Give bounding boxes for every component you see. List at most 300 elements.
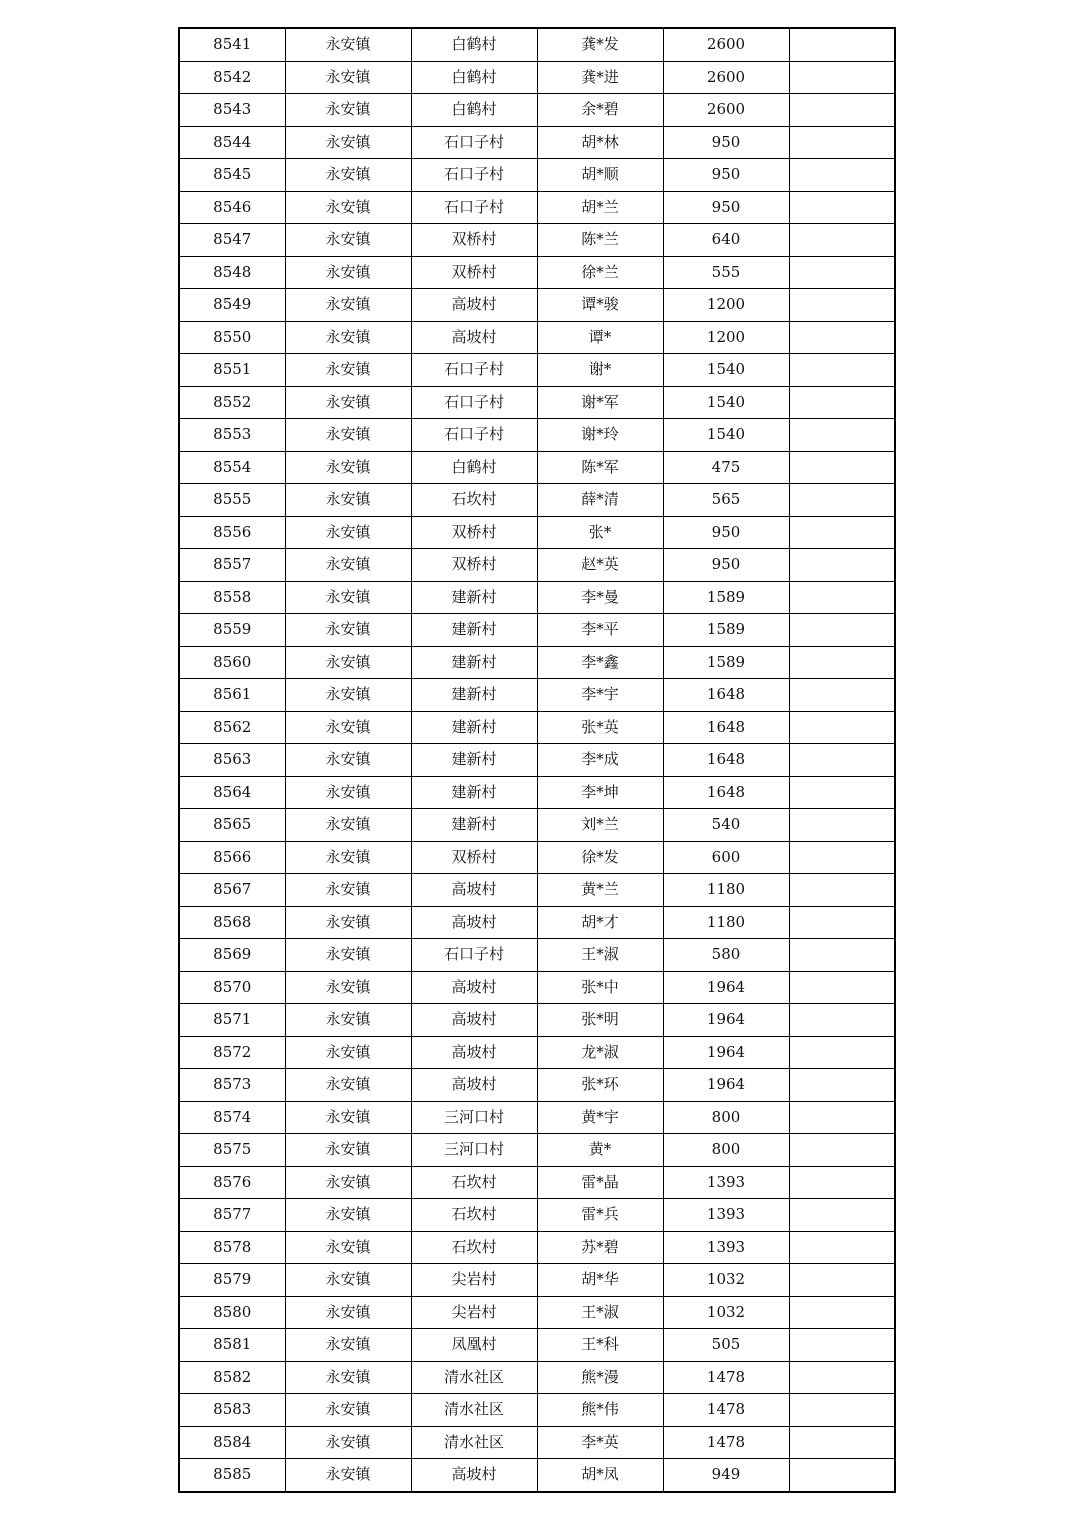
- town-cell: 永安镇: [285, 354, 411, 387]
- note-cell: [789, 289, 895, 322]
- row-number-cell: 8541: [179, 28, 285, 61]
- village-cell: 建新村: [411, 581, 537, 614]
- name-cell: 谢*: [537, 354, 663, 387]
- name-cell: 李*曼: [537, 581, 663, 614]
- note-cell: [789, 1166, 895, 1199]
- amount-cell: 580: [663, 939, 789, 972]
- village-cell: 清水社区: [411, 1426, 537, 1459]
- row-number-cell: 8547: [179, 224, 285, 257]
- village-cell: 高坡村: [411, 289, 537, 322]
- table-row: [179, 581, 895, 614]
- name-cell: 陈*兰: [537, 224, 663, 257]
- note-cell: [789, 1394, 895, 1427]
- town-cell: 永安镇: [285, 906, 411, 939]
- name-cell: 苏*碧: [537, 1231, 663, 1264]
- note-cell: [789, 1036, 895, 1069]
- amount-cell: 1393: [663, 1231, 789, 1264]
- town-cell: 永安镇: [285, 1101, 411, 1134]
- village-cell: 建新村: [411, 614, 537, 647]
- row-number-cell: 8549: [179, 289, 285, 322]
- note-cell: [789, 614, 895, 647]
- amount-cell: 475: [663, 451, 789, 484]
- town-cell: 永安镇: [285, 256, 411, 289]
- town-cell: 永安镇: [285, 679, 411, 712]
- village-cell: 双桥村: [411, 841, 537, 874]
- amount-cell: 1648: [663, 711, 789, 744]
- row-number-cell: 8582: [179, 1361, 285, 1394]
- amount-cell: 505: [663, 1329, 789, 1362]
- town-cell: 永安镇: [285, 61, 411, 94]
- name-cell: 谢*军: [537, 386, 663, 419]
- town-cell: 永安镇: [285, 614, 411, 647]
- name-cell: 李*成: [537, 744, 663, 777]
- town-cell: 永安镇: [285, 321, 411, 354]
- table-row: [179, 1134, 895, 1167]
- town-cell: 永安镇: [285, 1329, 411, 1362]
- amount-cell: 1478: [663, 1394, 789, 1427]
- row-number-cell: 8559: [179, 614, 285, 647]
- amount-cell: 2600: [663, 94, 789, 127]
- amount-cell: 1393: [663, 1166, 789, 1199]
- village-cell: 高坡村: [411, 874, 537, 907]
- village-cell: 石口子村: [411, 126, 537, 159]
- amount-cell: 1180: [663, 874, 789, 907]
- amount-cell: 1964: [663, 1036, 789, 1069]
- name-cell: 王*淑: [537, 1296, 663, 1329]
- village-cell: 高坡村: [411, 1004, 537, 1037]
- table-row: [179, 1069, 895, 1102]
- town-cell: 永安镇: [285, 289, 411, 322]
- town-cell: 永安镇: [285, 1134, 411, 1167]
- village-cell: 建新村: [411, 679, 537, 712]
- name-cell: 薛*清: [537, 484, 663, 517]
- table-row: [179, 1101, 895, 1134]
- village-cell: 尖岩村: [411, 1296, 537, 1329]
- name-cell: 胡*林: [537, 126, 663, 159]
- note-cell: [789, 61, 895, 94]
- name-cell: 李*鑫: [537, 646, 663, 679]
- name-cell: 张*明: [537, 1004, 663, 1037]
- note-cell: [789, 354, 895, 387]
- table-row: [179, 549, 895, 582]
- row-number-cell: 8579: [179, 1264, 285, 1297]
- amount-cell: 950: [663, 191, 789, 224]
- row-number-cell: 8571: [179, 1004, 285, 1037]
- amount-cell: 1648: [663, 744, 789, 777]
- name-cell: 熊*漫: [537, 1361, 663, 1394]
- row-number-cell: 8556: [179, 516, 285, 549]
- row-number-cell: 8585: [179, 1459, 285, 1492]
- town-cell: 永安镇: [285, 451, 411, 484]
- village-cell: 清水社区: [411, 1394, 537, 1427]
- table-row: [179, 646, 895, 679]
- row-number-cell: 8575: [179, 1134, 285, 1167]
- name-cell: 胡*顺: [537, 159, 663, 192]
- town-cell: 永安镇: [285, 1459, 411, 1492]
- table-row: [179, 1004, 895, 1037]
- note-cell: [789, 1459, 895, 1492]
- note-cell: [789, 191, 895, 224]
- name-cell: 徐*兰: [537, 256, 663, 289]
- table-row: [179, 484, 895, 517]
- note-cell: [789, 28, 895, 61]
- village-cell: 凤凰村: [411, 1329, 537, 1362]
- amount-cell: 1589: [663, 581, 789, 614]
- note-cell: [789, 224, 895, 257]
- town-cell: 永安镇: [285, 809, 411, 842]
- row-number-cell: 8542: [179, 61, 285, 94]
- table-row: [179, 289, 895, 322]
- amount-cell: 2600: [663, 61, 789, 94]
- table-row: [179, 744, 895, 777]
- town-cell: 永安镇: [285, 28, 411, 61]
- row-number-cell: 8550: [179, 321, 285, 354]
- table-row: [179, 191, 895, 224]
- name-cell: 谭*: [537, 321, 663, 354]
- row-number-cell: 8544: [179, 126, 285, 159]
- row-number-cell: 8558: [179, 581, 285, 614]
- village-cell: 高坡村: [411, 321, 537, 354]
- amount-cell: 1393: [663, 1199, 789, 1232]
- table-row: [179, 28, 895, 61]
- town-cell: 永安镇: [285, 1069, 411, 1102]
- town-cell: 永安镇: [285, 1296, 411, 1329]
- row-number-cell: 8557: [179, 549, 285, 582]
- table-row: [179, 711, 895, 744]
- amount-cell: 1200: [663, 321, 789, 354]
- town-cell: 永安镇: [285, 841, 411, 874]
- village-cell: 高坡村: [411, 1036, 537, 1069]
- village-cell: 石坎村: [411, 1231, 537, 1264]
- row-number-cell: 8581: [179, 1329, 285, 1362]
- row-number-cell: 8543: [179, 94, 285, 127]
- village-cell: 石口子村: [411, 419, 537, 452]
- note-cell: [789, 484, 895, 517]
- village-cell: 白鹤村: [411, 28, 537, 61]
- name-cell: 刘*兰: [537, 809, 663, 842]
- village-cell: 高坡村: [411, 1069, 537, 1102]
- table-row: [179, 159, 895, 192]
- table-row: [179, 386, 895, 419]
- row-number-cell: 8577: [179, 1199, 285, 1232]
- name-cell: 张*环: [537, 1069, 663, 1102]
- name-cell: 张*英: [537, 711, 663, 744]
- amount-cell: 950: [663, 549, 789, 582]
- town-cell: 永安镇: [285, 971, 411, 1004]
- table-row: [179, 94, 895, 127]
- name-cell: 黄*: [537, 1134, 663, 1167]
- note-cell: [789, 126, 895, 159]
- town-cell: 永安镇: [285, 224, 411, 257]
- note-cell: [789, 971, 895, 1004]
- row-number-cell: 8548: [179, 256, 285, 289]
- town-cell: 永安镇: [285, 94, 411, 127]
- amount-cell: 1648: [663, 679, 789, 712]
- town-cell: 永安镇: [285, 191, 411, 224]
- name-cell: 李*平: [537, 614, 663, 647]
- amount-cell: 949: [663, 1459, 789, 1492]
- note-cell: [789, 94, 895, 127]
- row-number-cell: 8572: [179, 1036, 285, 1069]
- note-cell: [789, 581, 895, 614]
- table-row: [179, 1329, 895, 1362]
- town-cell: 永安镇: [285, 874, 411, 907]
- town-cell: 永安镇: [285, 126, 411, 159]
- row-number-cell: 8565: [179, 809, 285, 842]
- village-cell: 建新村: [411, 711, 537, 744]
- row-number-cell: 8546: [179, 191, 285, 224]
- note-cell: [789, 939, 895, 972]
- name-cell: 雷*兵: [537, 1199, 663, 1232]
- amount-cell: 800: [663, 1134, 789, 1167]
- row-number-cell: 8574: [179, 1101, 285, 1134]
- row-number-cell: 8567: [179, 874, 285, 907]
- note-cell: [789, 809, 895, 842]
- row-number-cell: 8576: [179, 1166, 285, 1199]
- village-cell: 石口子村: [411, 191, 537, 224]
- note-cell: [789, 776, 895, 809]
- table-row: [179, 1166, 895, 1199]
- town-cell: 永安镇: [285, 516, 411, 549]
- table-row: [179, 1264, 895, 1297]
- table-row: [179, 516, 895, 549]
- village-cell: 尖岩村: [411, 1264, 537, 1297]
- name-cell: 李*英: [537, 1426, 663, 1459]
- data-table: [178, 27, 896, 1493]
- village-cell: 高坡村: [411, 906, 537, 939]
- village-cell: 建新村: [411, 646, 537, 679]
- village-cell: 高坡村: [411, 1459, 537, 1492]
- amount-cell: 1540: [663, 354, 789, 387]
- row-number-cell: 8553: [179, 419, 285, 452]
- town-cell: 永安镇: [285, 1199, 411, 1232]
- amount-cell: 1478: [663, 1361, 789, 1394]
- village-cell: 石口子村: [411, 386, 537, 419]
- row-number-cell: 8584: [179, 1426, 285, 1459]
- table-row: [179, 1036, 895, 1069]
- note-cell: [789, 1426, 895, 1459]
- village-cell: 建新村: [411, 744, 537, 777]
- table-row: [179, 224, 895, 257]
- town-cell: 永安镇: [285, 386, 411, 419]
- table-row: [179, 874, 895, 907]
- village-cell: 建新村: [411, 776, 537, 809]
- note-cell: [789, 1004, 895, 1037]
- amount-cell: 950: [663, 159, 789, 192]
- town-cell: 永安镇: [285, 1394, 411, 1427]
- amount-cell: 950: [663, 126, 789, 159]
- village-cell: 双桥村: [411, 516, 537, 549]
- row-number-cell: 8551: [179, 354, 285, 387]
- town-cell: 永安镇: [285, 549, 411, 582]
- name-cell: 王*科: [537, 1329, 663, 1362]
- note-cell: [789, 1134, 895, 1167]
- village-cell: 三河口村: [411, 1101, 537, 1134]
- table-row: [179, 906, 895, 939]
- village-cell: 白鹤村: [411, 451, 537, 484]
- town-cell: 永安镇: [285, 159, 411, 192]
- row-number-cell: 8561: [179, 679, 285, 712]
- village-cell: 石口子村: [411, 939, 537, 972]
- note-cell: [789, 874, 895, 907]
- note-cell: [789, 744, 895, 777]
- amount-cell: 1964: [663, 1004, 789, 1037]
- village-cell: 双桥村: [411, 549, 537, 582]
- town-cell: 永安镇: [285, 1231, 411, 1264]
- town-cell: 永安镇: [285, 711, 411, 744]
- table-row: [179, 614, 895, 647]
- town-cell: 永安镇: [285, 776, 411, 809]
- name-cell: 胡*才: [537, 906, 663, 939]
- row-number-cell: 8555: [179, 484, 285, 517]
- amount-cell: 1648: [663, 776, 789, 809]
- note-cell: [789, 841, 895, 874]
- table-row: [179, 809, 895, 842]
- town-cell: 永安镇: [285, 1361, 411, 1394]
- row-number-cell: 8552: [179, 386, 285, 419]
- village-cell: 三河口村: [411, 1134, 537, 1167]
- table-row: [179, 841, 895, 874]
- amount-cell: 800: [663, 1101, 789, 1134]
- note-cell: [789, 159, 895, 192]
- note-cell: [789, 906, 895, 939]
- town-cell: 永安镇: [285, 484, 411, 517]
- town-cell: 永安镇: [285, 1166, 411, 1199]
- amount-cell: 1200: [663, 289, 789, 322]
- note-cell: [789, 549, 895, 582]
- table-row: [179, 61, 895, 94]
- name-cell: 徐*发: [537, 841, 663, 874]
- name-cell: 陈*军: [537, 451, 663, 484]
- row-number-cell: 8568: [179, 906, 285, 939]
- town-cell: 永安镇: [285, 1004, 411, 1037]
- village-cell: 高坡村: [411, 971, 537, 1004]
- table-row: [179, 1361, 895, 1394]
- village-cell: 石坎村: [411, 1166, 537, 1199]
- table-row: [179, 679, 895, 712]
- village-cell: 双桥村: [411, 256, 537, 289]
- note-cell: [789, 646, 895, 679]
- name-cell: 胡*凤: [537, 1459, 663, 1492]
- note-cell: [789, 679, 895, 712]
- amount-cell: 1964: [663, 971, 789, 1004]
- name-cell: 李*宇: [537, 679, 663, 712]
- amount-cell: 1589: [663, 614, 789, 647]
- town-cell: 永安镇: [285, 939, 411, 972]
- name-cell: 龚*进: [537, 61, 663, 94]
- name-cell: 赵*英: [537, 549, 663, 582]
- note-cell: [789, 1231, 895, 1264]
- village-cell: 石坎村: [411, 484, 537, 517]
- note-cell: [789, 1329, 895, 1362]
- table-row: [179, 419, 895, 452]
- row-number-cell: 8566: [179, 841, 285, 874]
- town-cell: 永安镇: [285, 1036, 411, 1069]
- note-cell: [789, 1101, 895, 1134]
- village-cell: 白鹤村: [411, 94, 537, 127]
- note-cell: [789, 1296, 895, 1329]
- table-row: [179, 1296, 895, 1329]
- town-cell: 永安镇: [285, 581, 411, 614]
- amount-cell: 1478: [663, 1426, 789, 1459]
- amount-cell: 565: [663, 484, 789, 517]
- row-number-cell: 8570: [179, 971, 285, 1004]
- row-number-cell: 8560: [179, 646, 285, 679]
- note-cell: [789, 419, 895, 452]
- town-cell: 永安镇: [285, 646, 411, 679]
- amount-cell: 600: [663, 841, 789, 874]
- village-cell: 石口子村: [411, 354, 537, 387]
- name-cell: 龚*发: [537, 28, 663, 61]
- table-row: [179, 1231, 895, 1264]
- row-number-cell: 8562: [179, 711, 285, 744]
- table-row: [179, 971, 895, 1004]
- row-number-cell: 8573: [179, 1069, 285, 1102]
- amount-cell: 1964: [663, 1069, 789, 1102]
- name-cell: 李*坤: [537, 776, 663, 809]
- village-cell: 清水社区: [411, 1361, 537, 1394]
- note-cell: [789, 321, 895, 354]
- note-cell: [789, 1264, 895, 1297]
- table-row: [179, 1199, 895, 1232]
- amount-cell: 2600: [663, 28, 789, 61]
- table-row: [179, 1459, 895, 1492]
- note-cell: [789, 711, 895, 744]
- name-cell: 雷*晶: [537, 1166, 663, 1199]
- note-cell: [789, 1199, 895, 1232]
- row-number-cell: 8569: [179, 939, 285, 972]
- name-cell: 张*中: [537, 971, 663, 1004]
- village-cell: 双桥村: [411, 224, 537, 257]
- name-cell: 余*碧: [537, 94, 663, 127]
- town-cell: 永安镇: [285, 419, 411, 452]
- amount-cell: 950: [663, 516, 789, 549]
- note-cell: [789, 386, 895, 419]
- row-number-cell: 8578: [179, 1231, 285, 1264]
- row-number-cell: 8554: [179, 451, 285, 484]
- row-number-cell: 8583: [179, 1394, 285, 1427]
- table-row: [179, 321, 895, 354]
- name-cell: 胡*华: [537, 1264, 663, 1297]
- note-cell: [789, 1361, 895, 1394]
- table-row: [179, 126, 895, 159]
- note-cell: [789, 451, 895, 484]
- name-cell: 王*淑: [537, 939, 663, 972]
- table-row: [179, 776, 895, 809]
- amount-cell: 1032: [663, 1296, 789, 1329]
- table-row: [179, 256, 895, 289]
- amount-cell: 1540: [663, 386, 789, 419]
- amount-cell: 1589: [663, 646, 789, 679]
- name-cell: 谭*骏: [537, 289, 663, 322]
- town-cell: 永安镇: [285, 744, 411, 777]
- note-cell: [789, 516, 895, 549]
- row-number-cell: 8564: [179, 776, 285, 809]
- note-cell: [789, 256, 895, 289]
- amount-cell: 1180: [663, 906, 789, 939]
- name-cell: 黄*兰: [537, 874, 663, 907]
- row-number-cell: 8563: [179, 744, 285, 777]
- village-cell: 建新村: [411, 809, 537, 842]
- table-row: [179, 1394, 895, 1427]
- amount-cell: 540: [663, 809, 789, 842]
- amount-cell: 1540: [663, 419, 789, 452]
- table-row: [179, 354, 895, 387]
- name-cell: 胡*兰: [537, 191, 663, 224]
- name-cell: 黄*宇: [537, 1101, 663, 1134]
- village-cell: 石口子村: [411, 159, 537, 192]
- name-cell: 熊*伟: [537, 1394, 663, 1427]
